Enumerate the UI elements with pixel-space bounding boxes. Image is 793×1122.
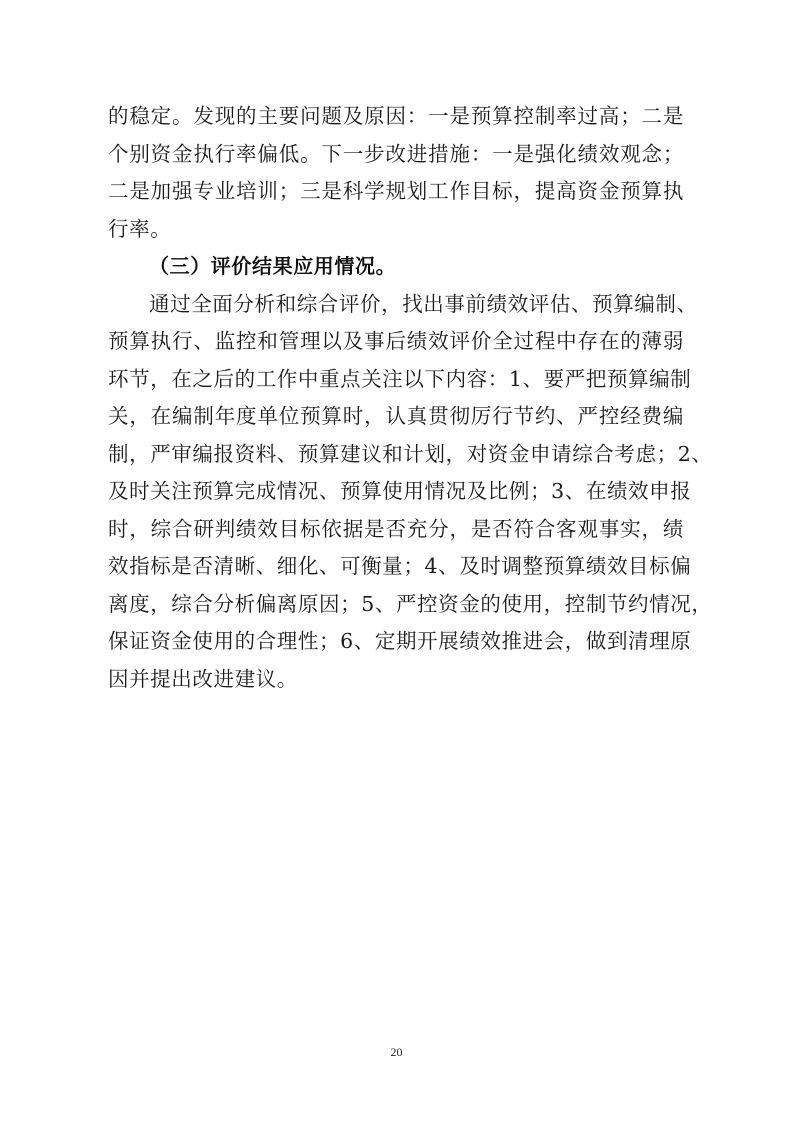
paragraph-application	[108, 286, 713, 699]
text-line: 通过全面分析和综合评价，找出事前绩效评估、预算编制、	[149, 291, 698, 316]
text-line: 效指标是否清晰、细化、可衡量；4、及时调整预算绩效目标偏	[108, 554, 692, 578]
page-number: 20	[390, 1045, 403, 1059]
text-line: 制，严审编报资料、预算建议和计划，对资金申请综合考虑；2、	[108, 441, 713, 466]
text-line: 关，在编制年度单位预算时，认真贯彻厉行节约、严控经费编	[108, 404, 684, 428]
page-content	[108, 98, 713, 698]
text-line: 预算执行、监控和管理以及事后绩效评价全过程中存在的薄弱	[108, 329, 684, 353]
text-line: 的稳定。发现的主要问题及原因：一是预算控制率过高；二是	[108, 104, 684, 128]
text-line: 个别资金执行率偏低。下一步改进措施：一是强化绩效观念；	[108, 141, 684, 166]
text-line: 及时关注预算完成情况、预算使用情况及比例；3、在绩效申报	[108, 479, 692, 503]
paragraph-findings	[108, 98, 684, 248]
text-line: 行率。	[108, 216, 172, 241]
text-line: 因并提出改进建议。	[108, 666, 298, 691]
section-heading: （三）评价结果应用情况。	[149, 254, 397, 278]
text-line: 离度，综合分析偏离原因；5、严控资金的使用，控制节约情况，	[108, 591, 713, 616]
text-line: 环节，在之后的工作中重点关注以下内容：1、要严把预算编制	[108, 366, 692, 391]
text-line: 保证资金使用的合理性；6、定期开展绩效推进会，做到清理原	[108, 629, 692, 653]
text-line: 二是加强专业培训；三是科学规划工作目标，提高资金预算执	[108, 179, 684, 203]
text-line: 时，综合研判绩效目标依据是否充分，是否符合客观事实，绩	[108, 516, 684, 541]
